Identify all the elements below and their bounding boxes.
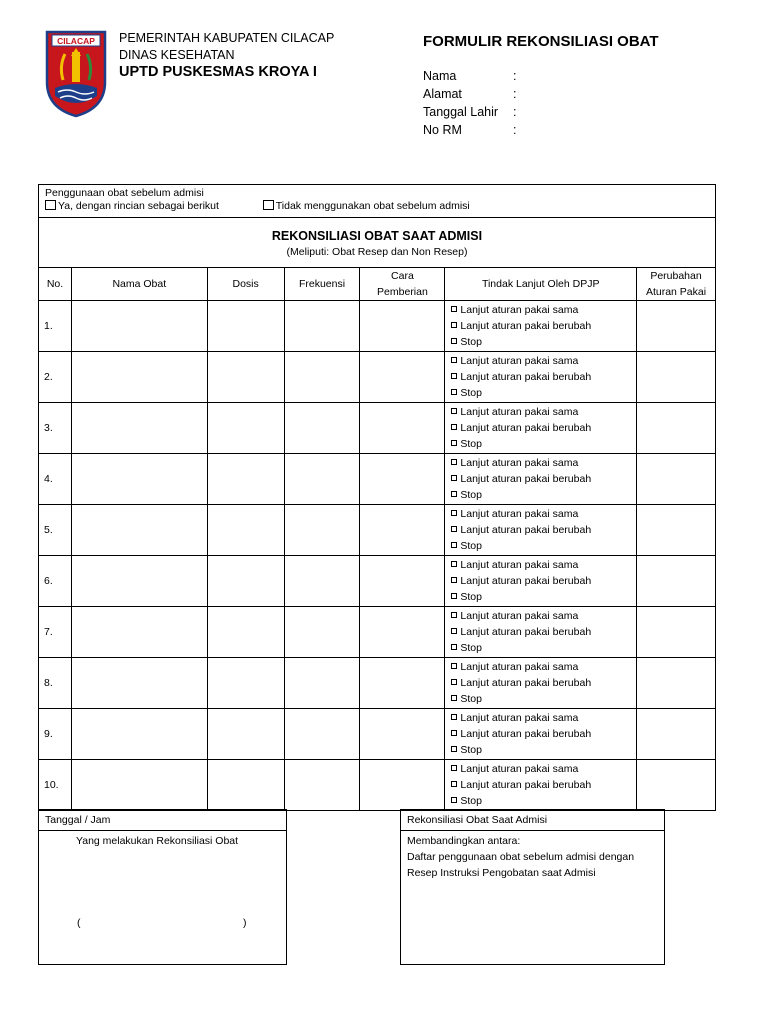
followup-cell (445, 403, 637, 454)
frequency-cell[interactable] (284, 760, 360, 811)
followup-option (451, 302, 630, 318)
government-name: PEMERINTAH KABUPATEN CILACAP (119, 31, 335, 45)
option-label: Lanjut aturan pakai sama (460, 304, 579, 316)
frequency-cell[interactable] (284, 658, 360, 709)
followup-cell (445, 556, 637, 607)
frequency-cell[interactable] (284, 505, 360, 556)
option-label: Stop (460, 438, 482, 450)
dose-cell[interactable] (207, 505, 284, 556)
followup-cell (445, 301, 637, 352)
route-cell[interactable] (360, 760, 445, 811)
signature-box (38, 809, 287, 965)
route-line-1: Cara (391, 270, 414, 282)
followup-cell (445, 505, 637, 556)
change-line-1: Perubahan (650, 270, 702, 282)
change-cell[interactable] (637, 709, 716, 760)
row-number: 3. (39, 403, 72, 454)
route-cell[interactable] (360, 607, 445, 658)
section-subtitle: (Meliputi: Obat Resep dan Non Resep) (286, 245, 468, 258)
address-label: Alamat (423, 87, 462, 101)
followup-option (451, 538, 630, 554)
change-cell[interactable] (637, 352, 716, 403)
option-checkbox-icon[interactable] (451, 510, 457, 516)
followup-option (451, 640, 630, 656)
change-cell[interactable] (637, 607, 716, 658)
row-number: 8. (39, 658, 72, 709)
yes-checkbox[interactable] (45, 200, 56, 210)
option-checkbox-icon[interactable] (451, 714, 457, 720)
option-checkbox-icon[interactable] (451, 593, 457, 599)
dose-cell[interactable] (207, 301, 284, 352)
route-cell[interactable] (360, 556, 445, 607)
birthdate-colon: : (513, 105, 517, 119)
option-label: Stop (460, 540, 482, 552)
signature-open-paren: ( (77, 917, 81, 929)
drug-name-cell[interactable] (71, 505, 207, 556)
followup-option (451, 385, 630, 401)
followup-option (451, 557, 630, 573)
row-number: 9. (39, 709, 72, 760)
option-checkbox-icon[interactable] (451, 389, 457, 395)
route-cell[interactable] (360, 658, 445, 709)
yes-option-label: Ya, dengan rincian sebagai berikut (58, 200, 219, 212)
table-row (39, 556, 716, 607)
dose-cell[interactable] (207, 403, 284, 454)
frequency-cell[interactable] (284, 403, 360, 454)
drug-name-cell[interactable] (71, 301, 207, 352)
change-cell[interactable] (637, 505, 716, 556)
option-checkbox-icon[interactable] (451, 730, 457, 736)
followup-option (451, 522, 630, 538)
followup-cell (445, 352, 637, 403)
row-number: 5. (39, 505, 72, 556)
table-row (39, 658, 716, 709)
option-label: Lanjut aturan pakai berubah (460, 473, 592, 485)
route-cell[interactable] (360, 301, 445, 352)
option-checkbox-icon[interactable] (451, 797, 457, 803)
dose-cell[interactable] (207, 709, 284, 760)
followup-option (451, 471, 630, 487)
option-label: Lanjut aturan pakai berubah (460, 524, 592, 536)
drug-name-cell[interactable] (71, 760, 207, 811)
option-checkbox-icon[interactable] (451, 306, 457, 312)
info-box-header: Rekonsiliasi Obat Saat Admisi (401, 810, 664, 831)
option-label: Lanjut aturan pakai sama (460, 508, 579, 520)
frequency-cell[interactable] (284, 352, 360, 403)
signature-close-paren: ) (243, 917, 247, 929)
section-header (39, 218, 716, 268)
followup-option (451, 742, 630, 758)
name-colon: : (513, 69, 517, 83)
option-checkbox-icon[interactable] (451, 424, 457, 430)
option-checkbox-icon[interactable] (451, 459, 457, 465)
frequency-cell[interactable] (284, 301, 360, 352)
option-checkbox-icon[interactable] (451, 475, 457, 481)
option-checkbox-icon[interactable] (451, 322, 457, 328)
info-line-3: Resep Instruksi Pengobatan saat Admisi (407, 867, 596, 879)
followup-cell (445, 760, 637, 811)
followup-option (451, 487, 630, 503)
followup-cell (445, 709, 637, 760)
reconciliation-table (38, 184, 716, 811)
change-line-2: Aturan Pakai (645, 286, 707, 298)
option-label: Lanjut aturan pakai berubah (460, 371, 592, 383)
option-label: Lanjut aturan pakai berubah (460, 575, 592, 587)
followup-option (451, 624, 630, 640)
table-row (39, 607, 716, 658)
option-checkbox-icon[interactable] (451, 746, 457, 752)
followup-option (451, 334, 630, 350)
option-label: Lanjut aturan pakai sama (460, 712, 579, 724)
drug-name-cell[interactable] (71, 658, 207, 709)
option-label: Lanjut aturan pakai sama (460, 406, 579, 418)
table-row (39, 301, 716, 352)
followup-option (451, 659, 630, 675)
option-checkbox-icon[interactable] (451, 373, 457, 379)
option-checkbox-icon[interactable] (451, 408, 457, 414)
drug-name-cell[interactable] (71, 556, 207, 607)
change-cell[interactable] (637, 658, 716, 709)
row-number: 6. (39, 556, 72, 607)
dose-cell[interactable] (207, 556, 284, 607)
table-row (39, 454, 716, 505)
table-row (39, 760, 716, 811)
option-label: Stop (460, 795, 482, 807)
row-number: 1. (39, 301, 72, 352)
frequency-cell[interactable] (284, 454, 360, 505)
drug-name-cell[interactable] (71, 352, 207, 403)
col-header-dose: Dosis (207, 268, 284, 301)
followup-option (451, 710, 630, 726)
route-cell[interactable] (360, 505, 445, 556)
drug-name-cell[interactable] (71, 709, 207, 760)
frequency-cell[interactable] (284, 607, 360, 658)
followup-option (451, 318, 630, 334)
option-label: Stop (460, 693, 482, 705)
no-option-label: Tidak menggunakan obat sebelum admisi (275, 200, 470, 212)
medical-record-label: No RM (423, 123, 462, 137)
option-checkbox-icon[interactable] (451, 357, 457, 363)
table-row (39, 709, 716, 760)
drug-name-cell[interactable] (71, 403, 207, 454)
table-row (39, 505, 716, 556)
followup-option (451, 761, 630, 777)
table-row (39, 403, 716, 454)
row-number: 4. (39, 454, 72, 505)
followup-cell (445, 607, 637, 658)
col-header-route (360, 268, 445, 301)
followup-option (451, 691, 630, 707)
route-cell[interactable] (360, 454, 445, 505)
option-checkbox-icon[interactable] (451, 542, 457, 548)
option-label: Stop (460, 387, 482, 399)
form-title: FORMULIR REKONSILIASI OBAT (423, 33, 659, 50)
route-cell[interactable] (360, 709, 445, 760)
followup-cell (445, 658, 637, 709)
option-checkbox-icon[interactable] (451, 628, 457, 634)
dose-cell[interactable] (207, 454, 284, 505)
option-label: Lanjut aturan pakai sama (460, 559, 579, 571)
option-checkbox-icon[interactable] (451, 440, 457, 446)
change-cell[interactable] (637, 454, 716, 505)
cilacap-emblem-logo (45, 30, 107, 118)
table-row (39, 352, 716, 403)
option-label: Stop (460, 336, 482, 348)
option-checkbox-icon[interactable] (451, 526, 457, 532)
option-checkbox-icon[interactable] (451, 765, 457, 771)
followup-option (451, 353, 630, 369)
option-checkbox-icon[interactable] (451, 695, 457, 701)
col-header-drug: Nama Obat (71, 268, 207, 301)
route-line-2: Pemberian (377, 286, 428, 298)
route-cell[interactable] (360, 403, 445, 454)
option-label: Lanjut aturan pakai berubah (460, 422, 592, 434)
followup-option (451, 608, 630, 624)
option-checkbox-icon[interactable] (451, 679, 457, 685)
row-number: 10. (39, 760, 72, 811)
option-checkbox-icon[interactable] (451, 577, 457, 583)
followup-option (451, 777, 630, 793)
column-header-row (39, 268, 716, 301)
pre-admission-title: Penggunaan obat sebelum admisi (45, 187, 204, 199)
option-label: Stop (460, 591, 482, 603)
option-checkbox-icon[interactable] (451, 644, 457, 650)
followup-option (451, 404, 630, 420)
frequency-cell[interactable] (284, 556, 360, 607)
option-label: Stop (460, 489, 482, 501)
logo-text: CILACAP (57, 36, 95, 46)
option-checkbox-icon[interactable] (451, 338, 457, 344)
followup-option (451, 420, 630, 436)
col-header-followup: Tindak Lanjut Oleh DPJP (445, 268, 637, 301)
reconciliation-info-box (400, 809, 665, 965)
info-line-1: Membandingkan antara: (407, 835, 521, 847)
followup-cell (445, 454, 637, 505)
route-cell[interactable] (360, 352, 445, 403)
option-checkbox-icon[interactable] (451, 561, 457, 567)
col-header-no: No. (39, 268, 72, 301)
followup-option (451, 589, 630, 605)
followup-option (451, 455, 630, 471)
dose-cell[interactable] (207, 658, 284, 709)
followup-option (451, 573, 630, 589)
option-label: Lanjut aturan pakai sama (460, 661, 579, 673)
option-checkbox-icon[interactable] (451, 612, 457, 618)
dose-cell[interactable] (207, 607, 284, 658)
performer-label: Yang melakukan Rekonsiliasi Obat (76, 835, 239, 847)
medical-record-colon: : (513, 123, 517, 137)
frequency-cell[interactable] (284, 709, 360, 760)
option-label: Stop (460, 642, 482, 654)
option-label: Lanjut aturan pakai berubah (460, 779, 592, 791)
followup-option (451, 726, 630, 742)
option-label: Lanjut aturan pakai berubah (460, 728, 592, 740)
drug-name-cell[interactable] (71, 454, 207, 505)
col-header-change (637, 268, 716, 301)
change-cell[interactable] (637, 403, 716, 454)
unit-name: UPTD PUSKESMAS KROYA I (119, 64, 317, 80)
followup-option (451, 793, 630, 809)
no-checkbox[interactable] (263, 200, 274, 210)
department-name: DINAS KESEHATAN (119, 48, 235, 62)
option-label: Lanjut aturan pakai berubah (460, 677, 592, 689)
option-label: Lanjut aturan pakai sama (460, 610, 579, 622)
change-cell[interactable] (637, 760, 716, 811)
section-title: REKONSILIASI OBAT SAAT ADMISI (271, 228, 483, 243)
row-number: 2. (39, 352, 72, 403)
followup-option (451, 506, 630, 522)
name-label: Nama (423, 69, 457, 83)
pre-admission-section (39, 185, 716, 218)
change-cell[interactable] (637, 301, 716, 352)
drug-name-cell[interactable] (71, 607, 207, 658)
option-label: Lanjut aturan pakai berubah (460, 626, 592, 638)
option-label: Lanjut aturan pakai sama (460, 457, 579, 469)
option-label: Lanjut aturan pakai sama (460, 763, 579, 775)
option-checkbox-icon[interactable] (451, 781, 457, 787)
option-label: Lanjut aturan pakai sama (460, 355, 579, 367)
row-number: 7. (39, 607, 72, 658)
option-checkbox-icon[interactable] (451, 491, 457, 497)
followup-option (451, 369, 630, 385)
info-line-2: Daftar penggunaan obat sebelum admisi dengan (407, 851, 635, 863)
change-cell[interactable] (637, 556, 716, 607)
option-label: Lanjut aturan pakai berubah (460, 320, 592, 332)
birthdate-label: Tanggal Lahir (423, 105, 499, 119)
dose-cell[interactable] (207, 760, 284, 811)
option-checkbox-icon[interactable] (451, 663, 457, 669)
col-header-frequency: Frekuensi (284, 268, 360, 301)
dose-cell[interactable] (207, 352, 284, 403)
address-colon: : (513, 87, 517, 101)
followup-option (451, 436, 630, 452)
datetime-label: Tanggal / Jam (39, 810, 286, 831)
option-label: Stop (460, 744, 482, 756)
followup-option (451, 675, 630, 691)
